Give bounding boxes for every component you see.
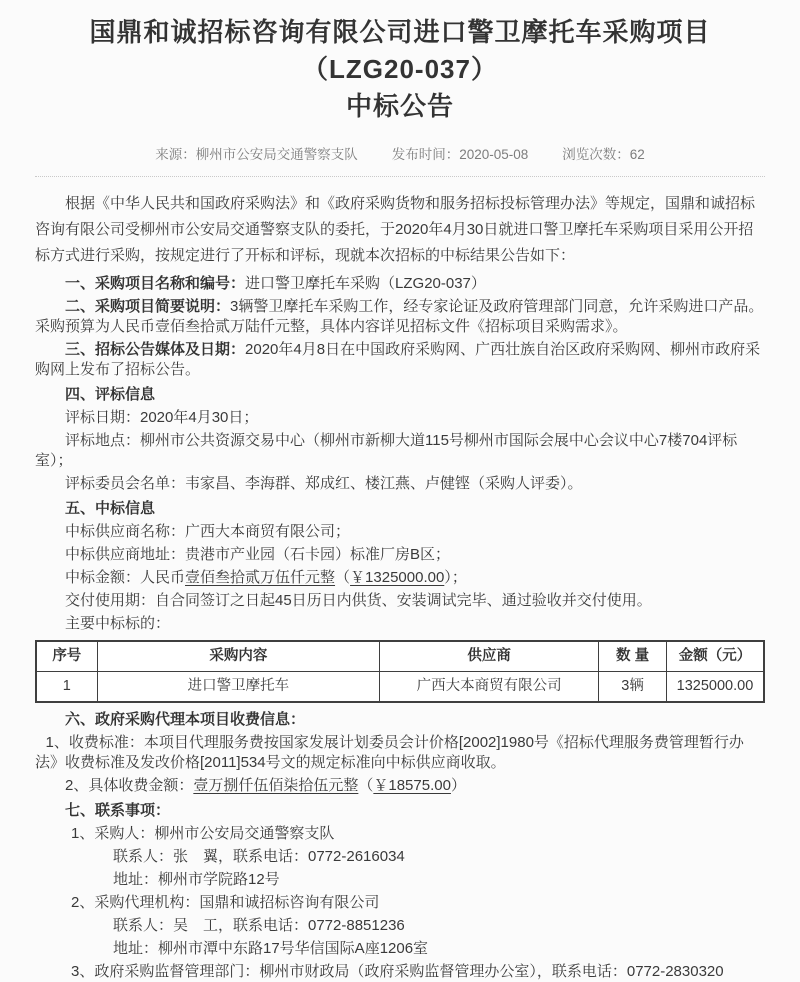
section-1-project-name: [35, 274, 765, 294]
evaluation-place: 评标地点：柳州市公共资源交易中心（柳州市新柳大道115号柳州市国际会展中心会议中心7楼704评标室）；: [35, 432, 738, 469]
award-amount: [35, 568, 765, 588]
winner-address: 中标供应商地址：贵港市产业园（石卡园）标准厂房B区；: [65, 546, 451, 563]
evaluation-committee: 评标委员会名单：韦家昌、李海群、郑成红、楼江燕、卢健铿（采购人评委）。: [65, 475, 583, 492]
contact-supervisor: 3、政府采购监督管理部门：柳州市财政局（政府采购监督管理办公室），联系电话：0772-2830320: [71, 963, 724, 980]
section-1-text: 进口警卫摩托车采购（LZG20-037）: [245, 275, 486, 292]
contact-purchaser: 1、采购人：柳州市公安局交通警察支队: [71, 825, 335, 842]
document-body: [0, 177, 800, 982]
section-2-text: 3辆警卫摩托车采购工作，经专家论证及政府管理部门同意，允许采购进口产品。采购预算为人民币壹佰叁拾贰万陆仟元整，具体内容详见招标文件《招标项目采购需求》。: [35, 298, 764, 335]
award-table-caption: 主要中标标的：: [65, 615, 171, 632]
section-6-heading: 六、政府采购代理本项目收费信息：: [65, 711, 306, 728]
section-3-text: 2020年4月8日在中国政府采购网、广西壮族自治区政府采购网、柳州市政府采购网上发布了招标公告。: [35, 341, 761, 378]
meta-publish-time: 发布时间：2020-05-08: [391, 147, 529, 162]
page-title-line1: 国鼎和诚招标咨询有限公司进口警卫摩托车采购项目（LZG20-037）: [89, 17, 711, 84]
page-title-line2: 中标公告: [345, 91, 454, 121]
award-amount-close-paren: ）: [444, 569, 452, 586]
award-amount-figures: ￥1325000.00: [350, 569, 445, 586]
award-amount-open-paren: （: [335, 569, 351, 586]
meta-source: 来源：柳州市公安局交通警察支队: [155, 147, 358, 162]
delivery-period: 交付使用期：自合同签订之日起45日历日内供货、安装调试完毕、通过验收并交付使用。: [65, 592, 652, 609]
section-5-heading: 五、中标信息: [65, 500, 156, 517]
fee-amount-close-paren: ）: [450, 777, 466, 794]
section-7-heading: 七、联系事项：: [65, 802, 171, 819]
column-header-supplier: 供应商: [380, 641, 599, 672]
column-header-quantity: 数 量: [599, 641, 667, 672]
section-4-heading: 四、评标信息: [65, 386, 156, 403]
section-1-label: 一、采购项目名称和编号：: [65, 275, 246, 292]
cell-amount: 1325000.00: [666, 672, 764, 703]
contact-agency: 2、采购代理机构：国鼎和诚招标咨询有限公司: [71, 894, 380, 911]
table-row: [36, 672, 764, 703]
meta-bar: [0, 143, 800, 163]
award-table-header-row: [36, 641, 764, 672]
contact-purchaser-address: 地址：柳州市学院路12号: [113, 871, 280, 888]
award-amount-suffix: ；: [451, 569, 467, 586]
award-table: [35, 640, 765, 703]
intro-paragraph: 根据《中华人民共和国政府采购法》和《政府采购货物和服务招标投标管理办法》等规定，国鼎和诚招标咨询有限公司受柳州市公安局交通警察支队的委托，于2020年4月30日就进口警卫摩托车采购项目采用公开招标方式进行采购，按规定进行了开标和评标，现就本次招标的中标结果公告如下：: [35, 195, 756, 264]
fee-standard: 1、收费标准：本项目代理服务费按国家发展计划委员会计价格[2002]1980号《招标代理服务费管理暂行办法》收费标准及发改价格[2011]534号文的规定标准向中标供应商收取。: [35, 734, 744, 771]
section-3-announcement-media: [35, 340, 765, 380]
fee-amount-figures: ￥18575.00: [373, 777, 451, 794]
fee-amount-open-paren: （: [358, 777, 374, 794]
meta-view-count: 浏览次数：62: [562, 147, 645, 162]
fee-amount-label: 2、具体收费金额：: [65, 777, 194, 794]
evaluation-date: 评标日期：2020年4月30日；: [65, 409, 259, 426]
fee-amount-words: 壹万捌仟伍佰柒拾伍元整: [193, 777, 359, 794]
column-header-index: 序号: [36, 641, 97, 672]
contact-agency-address: 地址：柳州市潭中东路17号华信国际A座1206室: [113, 940, 429, 957]
column-header-content: 采购内容: [97, 641, 379, 672]
winner-name: 中标供应商名称：广西大本商贸有限公司；: [65, 523, 351, 540]
section-3-label: 三、招标公告媒体及日期：: [65, 341, 246, 358]
award-amount-prefix: 中标金额：人民币: [65, 569, 186, 586]
contact-purchaser-person: 联系人：张 翼，联系电话：0772-2616034: [113, 848, 405, 865]
award-amount-words: 壹佰叁拾贰万伍仟元整: [185, 569, 336, 586]
section-2-project-summary: [35, 297, 765, 337]
section-2-label: 二、采购项目简要说明：: [65, 298, 231, 315]
cell-content: 进口警卫摩托车: [97, 672, 379, 703]
page-title: [0, 0, 800, 125]
contact-agency-person: 联系人：吴 工，联系电话：0772-8851236: [113, 917, 405, 934]
fee-amount: [35, 776, 765, 796]
cell-supplier: 广西大本商贸有限公司: [380, 672, 599, 703]
cell-quantity: 3辆: [599, 672, 667, 703]
document-header: [0, 0, 800, 177]
column-header-amount: 金额（元）: [666, 641, 764, 672]
cell-index: 1: [36, 672, 97, 703]
